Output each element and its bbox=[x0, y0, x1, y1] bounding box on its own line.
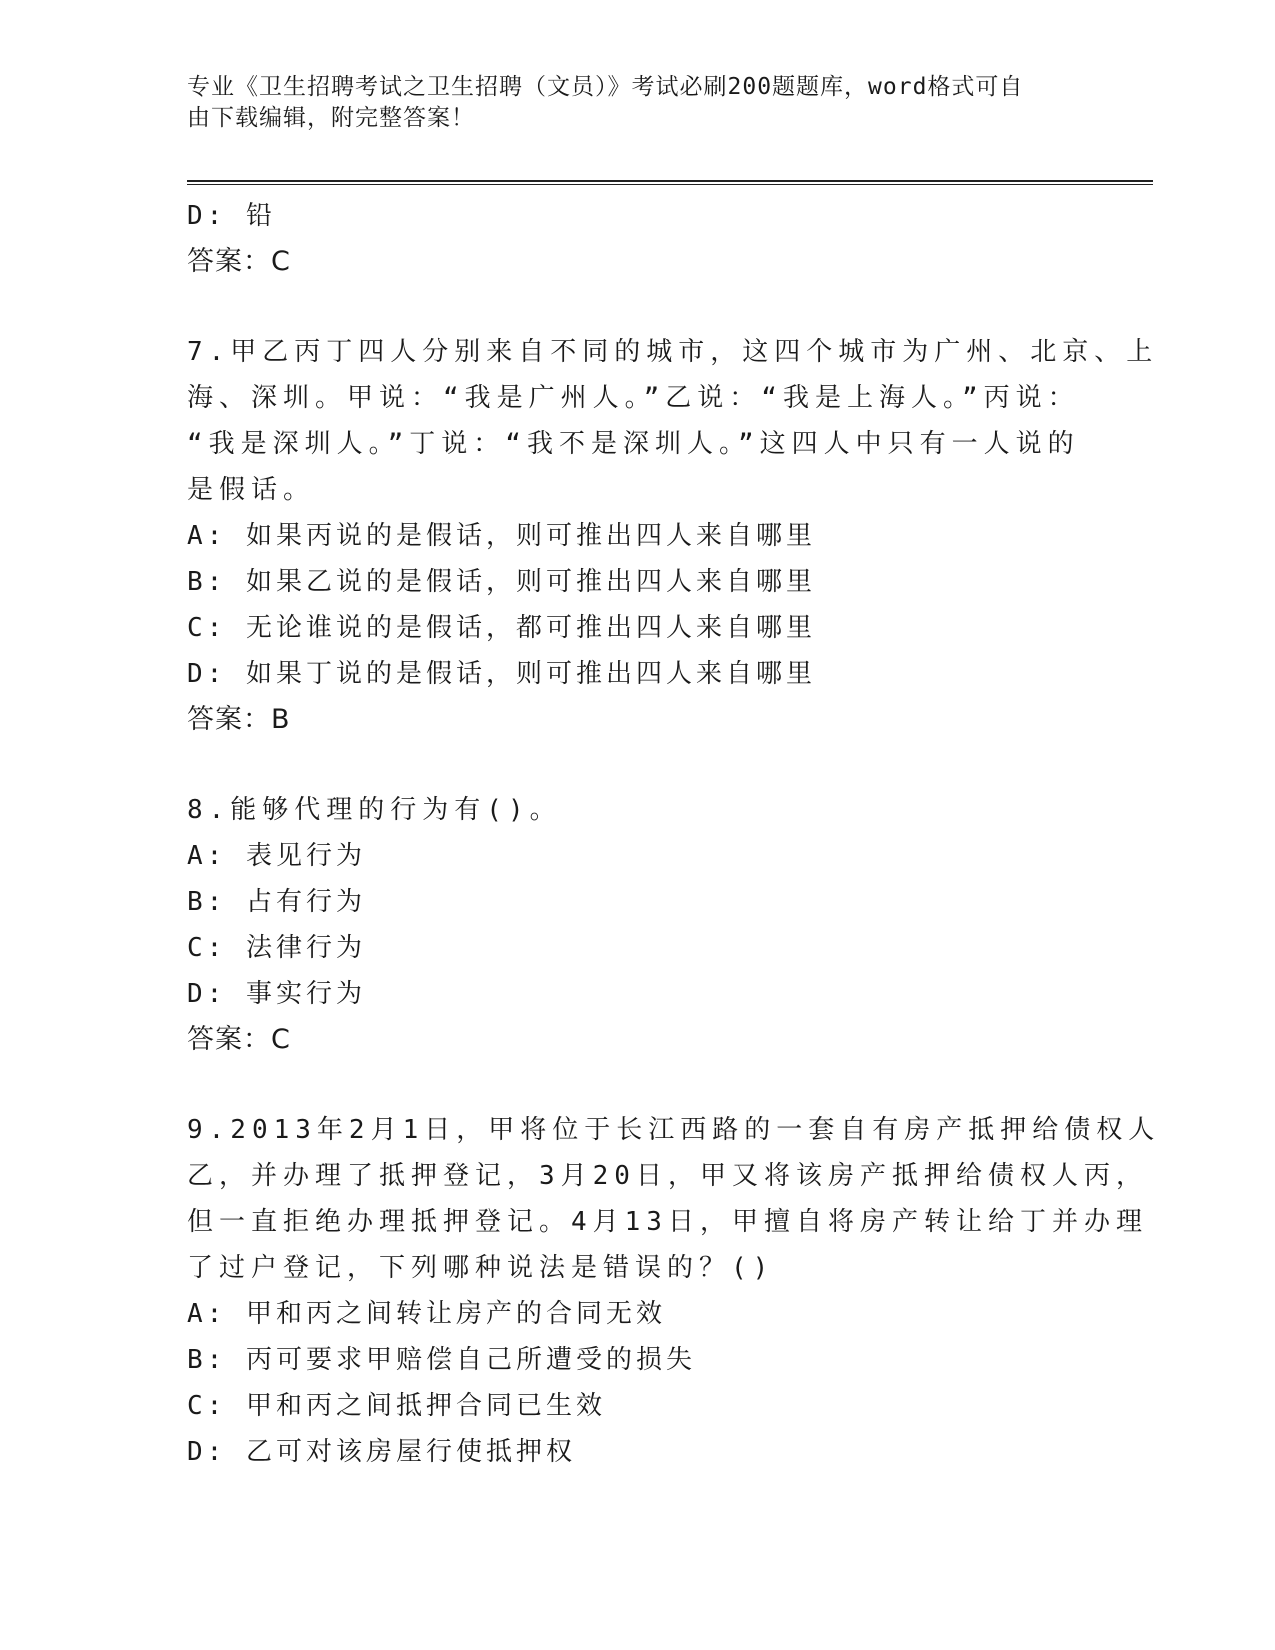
question-7 bbox=[187, 329, 1159, 743]
question-9-option-b: B: 丙可要求甲赔偿自己所遭受的损失 bbox=[187, 1345, 696, 1375]
question-7-line: 7.甲乙丙丁四人分别来自不同的城市，这四个城市为广州、北京、上 bbox=[187, 337, 1159, 367]
question-9-line: 但一直拒绝办理抵押登记。4月13日，甲擅自将房产转让给丁并办理 bbox=[187, 1207, 1148, 1237]
question-content bbox=[187, 193, 1161, 1475]
question-8-option-b: B: 占有行为 bbox=[187, 887, 366, 917]
question-7-line: 是假话。 bbox=[187, 475, 316, 505]
question-9-option-a: A: 甲和丙之间转让房产的合同无效 bbox=[187, 1299, 666, 1329]
question-9-option-c: C: 甲和丙之间抵押合同已生效 bbox=[187, 1391, 606, 1421]
question-7-option-c: C: 无论谁说的是假话，都可推出四人来自哪里 bbox=[187, 613, 816, 643]
header-line-2: 由下载编辑，附完整答案！ bbox=[187, 105, 475, 131]
header-divider bbox=[187, 180, 1153, 185]
question-9-option-d: D: 乙可对该房屋行使抵押权 bbox=[187, 1437, 576, 1467]
question-8-option-c: C: 法律行为 bbox=[187, 933, 366, 963]
question-8-option-d: D: 事实行为 bbox=[187, 979, 366, 1009]
question-8-option-a: A: 表见行为 bbox=[187, 841, 366, 871]
question-9 bbox=[187, 1107, 1161, 1475]
question-7-answer: 答案：B bbox=[187, 704, 291, 735]
page-header bbox=[187, 72, 1067, 134]
question-7-option-d: D: 如果丁说的是假话，则可推出四人来自哪里 bbox=[187, 659, 816, 689]
header-line-1: 专业《卫生招聘考试之卫生招聘（文员）》考试必刷200题题库，word格式可自 bbox=[187, 74, 1024, 100]
question-9-line: 9.2013年2月1日，甲将位于长江西路的一套自有房产抵押给债权人 bbox=[187, 1115, 1161, 1145]
question-9-line: 乙，并办理了抵押登记，3月20日，甲又将该房产抵押给债权人丙， bbox=[187, 1161, 1148, 1191]
question-8-answer: 答案：C bbox=[187, 1024, 291, 1055]
prev-option-d: D: 铅 bbox=[187, 201, 276, 231]
question-7-line: 海、深圳。甲说：“我是广州人。”乙说：“我是上海人。”丙说： bbox=[187, 383, 1080, 413]
prev-answer: 答案：C bbox=[187, 246, 291, 277]
question-7-option-a: A: 如果丙说的是假话，则可推出四人来自哪里 bbox=[187, 521, 816, 551]
question-7-line: “我是深圳人。”丁说：“我不是深圳人。”这四人中只有一人说的 bbox=[187, 429, 1080, 459]
question-7-option-b: B: 如果乙说的是假话，则可推出四人来自哪里 bbox=[187, 567, 816, 597]
question-8-line: 8.能够代理的行为有()。 bbox=[187, 795, 562, 825]
question-8 bbox=[187, 787, 1067, 1063]
question-9-line: 了过户登记，下列哪种说法是错误的？() bbox=[187, 1253, 775, 1283]
